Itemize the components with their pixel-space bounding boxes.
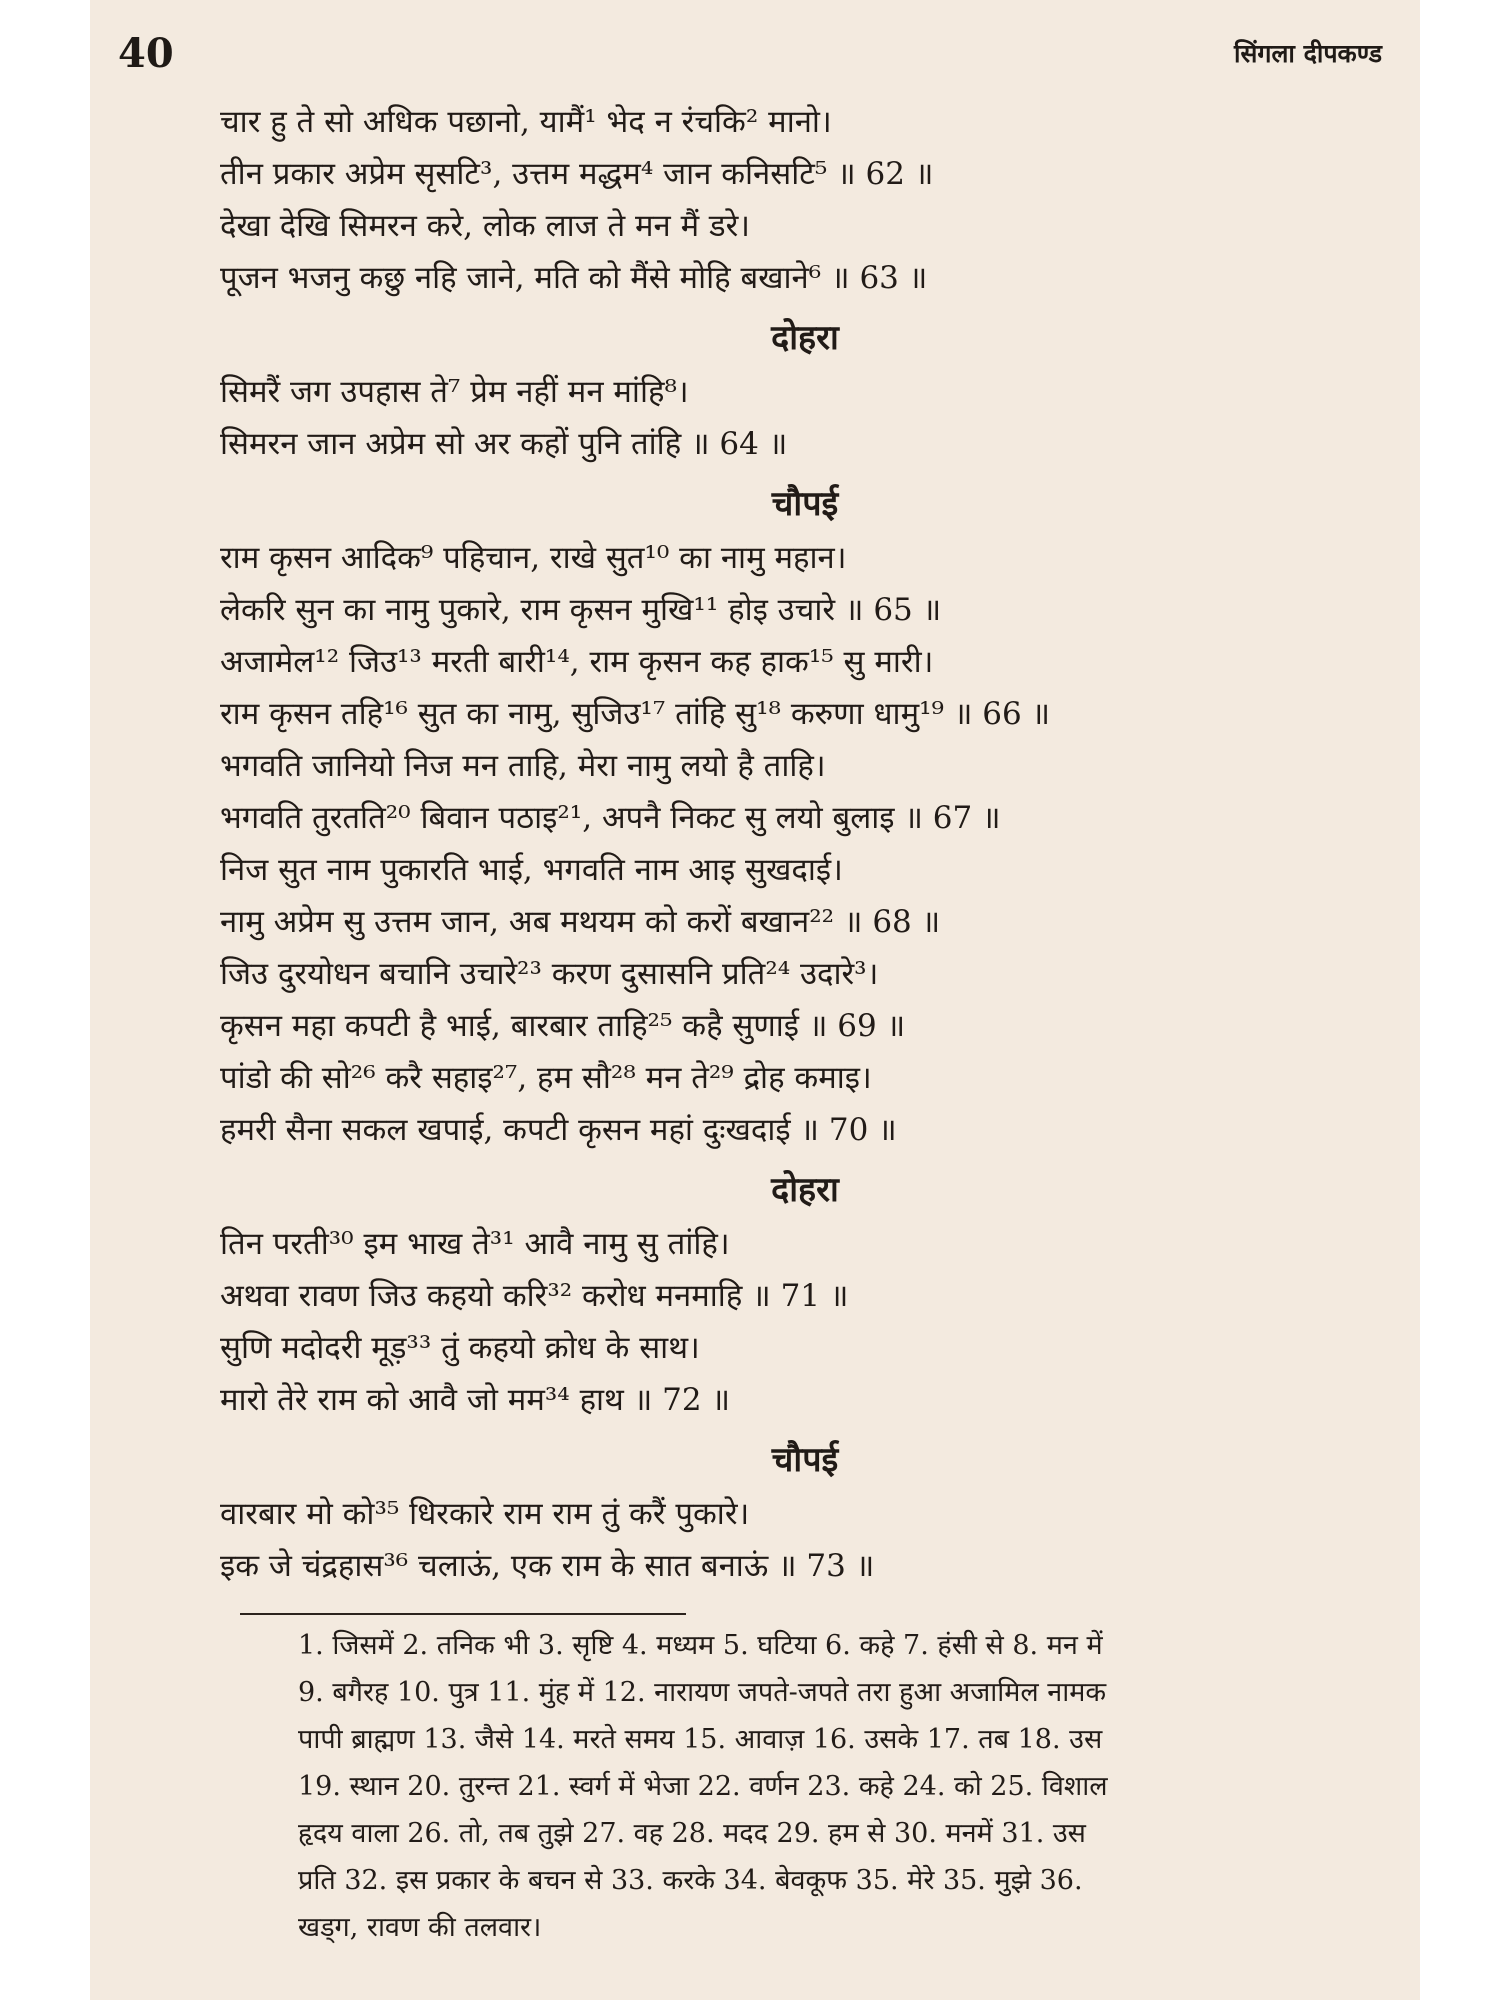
footnote-line: पापी ब्राह्मण 13. जैसे 14. मरते समय 15. आवाज़ 16. उसके 17. तब 18. उस: [298, 1724, 1103, 1755]
verse-line: निज सुत नाम पुकारति भाई, भगवति नाम आइ सुखदाई।: [220, 852, 843, 888]
footnote-line: 9. बगैरह 10. पुत्र 11. मुंह में 12. नारायण जपते-जपते तरा हुआ अजामिल नामक: [298, 1677, 1107, 1708]
verse-line: वारबार मो को³⁵ धिरकारे राम राम तुं करैं पुकारे।: [220, 1496, 750, 1532]
footnote-line: खड्ग, रावण की तलवार।: [298, 1912, 542, 1943]
verse-line: सिमरैं जग उपहास ते⁷ प्रेम नहीं मन मांहि⁸।: [220, 374, 689, 410]
verse-line: पूजन भजनु कछु नहि जाने, मति को मैंसे मोहि बखाने⁶ ॥ 63 ॥: [220, 260, 928, 296]
verse-line: सुणि मदोदरी मूड़³³ तुं कहयो क्रोध के साथ।: [220, 1330, 700, 1366]
section-heading: चौपई: [771, 1440, 839, 1480]
verse-line: तीन प्रकार अप्रेम सृसटि³, उत्तम मद्धम⁴ जान कनिसटि⁵ ॥ 62 ॥: [220, 156, 934, 192]
verse-line: इक जे चंद्रहास³⁶ चलाऊं, एक राम के सात बनाऊं ॥ 73 ॥: [220, 1548, 875, 1584]
footnote-line: 19. स्थान 20. तुरन्त 21. स्वर्ग में भेजा 22. वर्णन 23. कहे 24. को 25. विशाल: [298, 1771, 1108, 1802]
verse-line: जिउ दुरयोधन बचानि उचारे²³ करण दुसासनि प्रति²⁴ उदारे³।: [220, 956, 879, 992]
verse-line: लेकरि सुन का नामु पुकारे, राम कृसन मुखि¹¹ होइ उचारे ॥ 65 ॥: [220, 592, 942, 628]
verse-line: मारो तेरे राम को आवै जो मम³⁴ हाथ ॥ 72 ॥: [220, 1382, 731, 1418]
footnote-line: प्रति 32. इस प्रकार के बचन से 33. करके 34. बेवकूफ 35. मेरे 35. मुझे 36.: [298, 1865, 1083, 1896]
section-heading: चौपई: [771, 484, 839, 524]
footnote-separator: [240, 1613, 686, 1615]
running-head: सिंगला दीपकण्ड: [1234, 39, 1382, 68]
page-header: [90, 30, 1420, 80]
verse-line: पांडो की सो²⁶ करै सहाइ²⁷, हम सौ²⁸ मन ते²⁹ द्रोह कमाइ।: [220, 1060, 872, 1096]
verse-line: सिमरन जान अप्रेम सो अर कहों पुनि तांहि ॥ 64 ॥: [220, 426, 788, 462]
footnote-line: हृदय वाला 26. तो, तब तुझे 27. वह 28. मदद 29. हम से 30. मनमें 31. उस: [298, 1818, 1086, 1849]
verse-line: नामु अप्रेम सु उत्तम जान, अब मथयम को करों बखान²² ॥ 68 ॥: [220, 904, 941, 940]
verse-line: अथवा रावण जिउ कहयो करि³² करोध मनमाहि ॥ 71 ॥: [220, 1278, 849, 1314]
footnotes: [298, 1622, 1498, 1951]
verse-line: भगवति जानियो निज मन ताहि, मेरा नामु लयो है ताहि।: [220, 748, 826, 784]
verse-line: राम कृसन आदिक⁹ पहिचान, राखे सुत¹⁰ का नामु महान।: [220, 540, 847, 576]
verse-line: भगवति तुरतति²⁰ बिवान पठाइ²¹, अपनै निकट सु लयो बुलाइ ॥ 67 ॥: [220, 800, 1001, 836]
verse-line: राम कृसन तहि¹⁶ सुत का नामु, सुजिउ¹⁷ तांहि सु¹⁸ करुणा धामु¹⁹ ॥ 66 ॥: [220, 696, 1051, 732]
verse-line: तिन परती³⁰ इम भाख ते³¹ आवै नामु सु तांहि।: [220, 1226, 730, 1262]
verse-line: हमरी सैना सकल खपाई, कपटी कृसन महां दुःखदाई ॥ 70 ॥: [220, 1112, 897, 1148]
verse-line: कृसन महा कपटी है भाई, बारबार ताहि²⁵ कहै सुणाई ॥ 69 ॥: [220, 1008, 906, 1044]
verse-line: चार हु ते सो अधिक पछानो, यामैं¹ भेद न रंचकि² मानो।: [220, 104, 832, 140]
page-number: 40: [118, 30, 174, 77]
section-heading: दोहरा: [771, 318, 839, 358]
footnote-line: 1. जिसमें 2. तनिक भी 3. सृष्टि 4. मध्यम 5. घटिया 6. कहे 7. हंसी से 8. मन में: [298, 1630, 1103, 1661]
verse-body: [220, 96, 1390, 1592]
section-heading: दोहरा: [771, 1170, 839, 1210]
verse-line: अजामेल¹² जिउ¹³ मरती बारी¹⁴, राम कृसन कह हाक¹⁵ सु मारी।: [220, 644, 934, 680]
verse-line: देखा देखि सिमरन करे, लोक लाज ते मन मैं डरे।: [220, 208, 750, 244]
book-page: [90, 0, 1420, 2000]
